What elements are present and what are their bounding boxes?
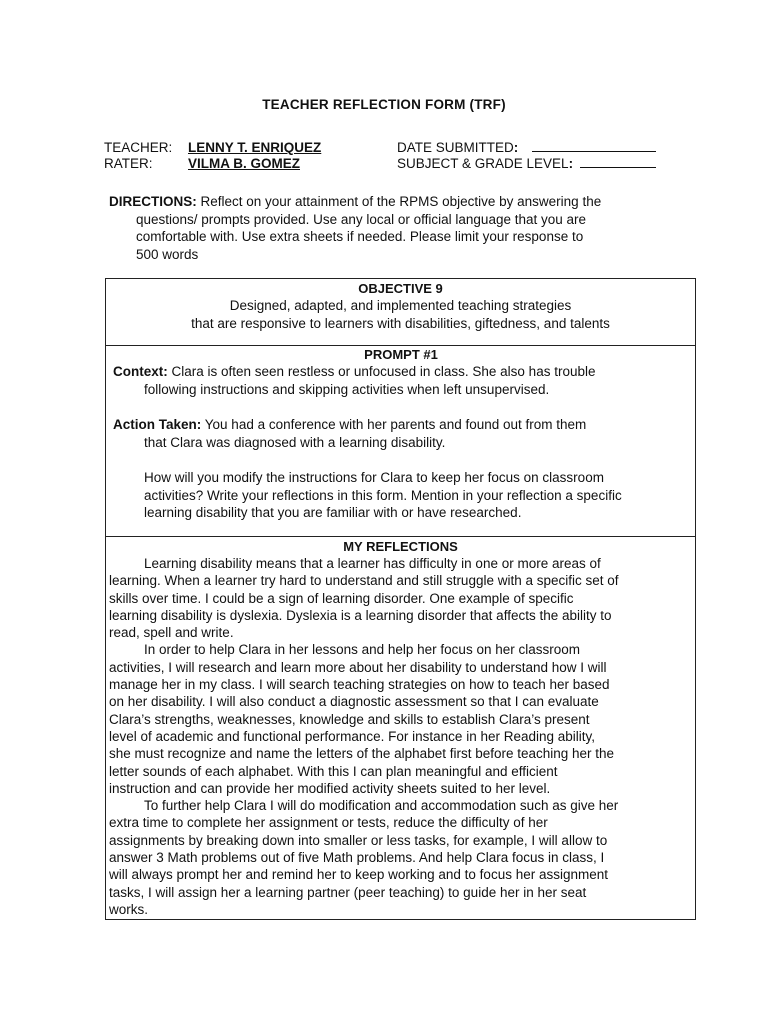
reflection-line: learning disability is dyslexia. Dyslexia is a learning disorder that affects the ability to bbox=[109, 607, 612, 623]
reflection-line: Clara’s strengths, weaknesses, knowledge and skills to establish Clara’s present bbox=[109, 711, 590, 727]
reflection-line: on her disability. I will also conduct a diagnostic assessment so that I can evaluate bbox=[109, 694, 599, 710]
reflection-line: In order to help Clara in her lessons and help her focus on her classroom bbox=[144, 642, 580, 658]
date-submitted-field bbox=[397, 139, 656, 156]
reflection-line: tasks, I will assign her a learning partner (peer teaching) to guide her in her seat bbox=[109, 884, 587, 900]
reflection-paragraph-1 bbox=[109, 555, 692, 641]
question-line-3: learning disability that you are familiar with or have researched. bbox=[144, 505, 522, 520]
context-line-2: following instructions and skipping activities when left unsupervised. bbox=[144, 381, 550, 397]
reflection-line: works. bbox=[109, 901, 149, 917]
subject-grade-field bbox=[397, 155, 656, 172]
reflection-line: skills over time. I could be a sign of learning disorder. One example of specific bbox=[109, 590, 574, 606]
directions-line-3: comfortable with. Use extra sheets if needed. Please limit your response to bbox=[136, 229, 584, 244]
teacher-name: LENNY T. ENRIQUEZ bbox=[188, 140, 322, 155]
prompt-section bbox=[105, 345, 696, 537]
prompt-question bbox=[113, 469, 689, 522]
action-line-2: that Clara was diagnosed with a learning disability. bbox=[144, 434, 446, 450]
teacher-label: TEACHER: bbox=[104, 140, 173, 155]
question-line-2: activities? Write your reflections in this form. Mention in your reflection a specific bbox=[144, 487, 622, 503]
reflection-line: activities, I will research and learn more about her disability to understand how I will bbox=[109, 659, 607, 675]
objective-line-2: that are responsive to learners with disabilities, giftedness, and talents bbox=[191, 315, 610, 331]
context-label: Context: bbox=[113, 364, 168, 379]
reflection-paragraph-3 bbox=[109, 797, 692, 918]
date-submitted-label: DATE SUBMITTED bbox=[397, 140, 514, 155]
directions bbox=[109, 193, 669, 263]
reflection-line: extra time to complete her assignment or tests, reduce the difficulty of her bbox=[109, 815, 548, 831]
form-title: TEACHER REFLECTION FORM (TRF) bbox=[262, 97, 506, 112]
reflection-line: To further help Clara I will do modification and accommodation such as give her bbox=[144, 798, 619, 814]
date-colon: : bbox=[513, 140, 519, 155]
action-line-1: You had a conference with her parents and found out from them bbox=[201, 417, 587, 432]
reflection-line: Learning disability means that a learner has difficulty in one or more areas of bbox=[144, 556, 601, 571]
reflection-line: level of academic and functional performance. For instance in her Reading ability, bbox=[109, 728, 596, 744]
reflections-section bbox=[105, 536, 696, 920]
objective-section bbox=[105, 278, 696, 346]
action-block bbox=[113, 416, 689, 451]
subject-grade-blank bbox=[580, 155, 656, 168]
reflection-line: she must recognize and name the letters of the alphabet first before teaching her the bbox=[109, 746, 615, 762]
context-block bbox=[113, 363, 689, 398]
date-submitted-blank bbox=[532, 139, 656, 152]
question-line-1: How will you modify the instructions for Clara to keep her focus on classroom bbox=[144, 470, 604, 485]
reflection-line: read, spell and write. bbox=[109, 625, 234, 641]
directions-line-1: Reflect on your attainment of the RPMS objective by answering the bbox=[196, 194, 602, 209]
reflection-line: letter sounds of each alphabet. With this I can plan meaningful and efficient bbox=[109, 763, 558, 779]
reflection-paragraph-2 bbox=[109, 641, 692, 797]
reflection-line: will always prompt her and remind her to keep working and to focus her assignment bbox=[109, 867, 608, 883]
reflection-line: assignments by breaking down into smaller or less tasks, for example, I will allow to bbox=[109, 832, 608, 848]
directions-line-2: questions/ prompts provided. Use any local or official language that you are bbox=[136, 211, 587, 227]
prompt-heading: PROMPT #1 bbox=[364, 347, 438, 362]
reflection-line: instruction and can provide her modified activity sheets suited to her level. bbox=[109, 780, 551, 796]
reflection-line: learning. When a learner try hard to understand and still struggle with a specific set of bbox=[109, 573, 619, 589]
subject-grade-label: SUBJECT & GRADE LEVEL bbox=[397, 156, 569, 171]
reflections-heading: MY REFLECTIONS bbox=[343, 539, 458, 554]
directions-line-4: 500 words bbox=[136, 246, 199, 262]
objective-line-1: Designed, adapted, and implemented teaching strategies bbox=[229, 298, 572, 313]
reflection-line: manage her in my class. I will search teaching strategies on how to teach her based bbox=[109, 677, 610, 693]
reflections-text bbox=[106, 555, 695, 918]
rater-label: RATER: bbox=[104, 156, 153, 171]
rater-name: VILMA B. GOMEZ bbox=[188, 156, 300, 171]
directions-label: DIRECTIONS: bbox=[109, 194, 197, 209]
reflection-line: answer 3 Math problems out of five Math problems. And help Clara focus in class, I bbox=[109, 850, 605, 866]
objective-heading: OBJECTIVE 9 bbox=[358, 281, 443, 296]
context-line-1: Clara is often seen restless or unfocused in class. She also has trouble bbox=[167, 364, 596, 379]
subject-colon: : bbox=[568, 156, 574, 171]
action-label: Action Taken: bbox=[113, 417, 202, 432]
